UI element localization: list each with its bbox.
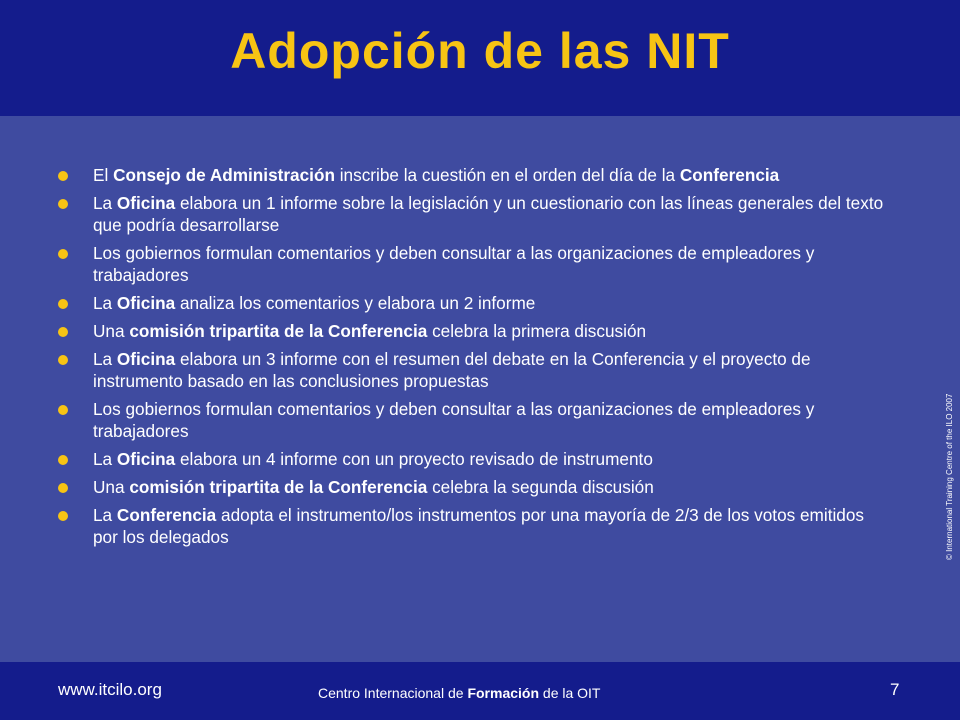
bullet-bold-text: comisión tripartita de la Conferencia [129,477,428,497]
bullet-dot-icon [58,199,68,209]
bullet-dot-icon [58,405,68,415]
bullet-text: La [93,293,117,313]
bullet-text: Los gobiernos formulan comentarios y deben consultar a las organizaciones de empleadores y trabajadores [93,243,815,285]
footer-url[interactable]: www.itcilo.org [58,680,162,699]
bullet-item [58,292,888,314]
bullet-dot-icon [58,511,68,521]
bullet-item [58,348,888,392]
copyright-text: © International Training Centre of the ILO 2007 [945,393,954,560]
bullet-text: celebra la segunda discusión [427,477,654,497]
bullet-bold-text: Consejo de Administración [113,165,335,185]
bullet-item [58,504,888,548]
bullet-dot-icon [58,249,68,259]
bullet-text: La [93,193,117,213]
bullet-text: Una [93,321,130,341]
bullet-text: celebra la primera discusión [427,321,647,341]
bullet-text: Una [93,477,130,497]
bullet-dot-icon [58,171,68,181]
bullet-text: adopta el instrumento/los instrumentos por una mayoría de 2/3 de los votos emitidos por los delegados [93,505,864,547]
bullet-bold-text: Oficina [116,349,176,369]
footer-org-bold: Formación [467,685,540,701]
bullet-bold-text: Oficina [116,449,176,469]
bullet-bold-text: comisión tripartita de la Conferencia [129,321,428,341]
footer-org-prefix: Centro Internacional de [318,685,468,701]
bullet-text: elabora un 3 informe con el resumen del debate en la Conferencia y el proyecto de instrumento basado en las conclusiones propuestas [93,349,811,391]
slide-title: Adopción de las NIT [230,23,730,79]
bullet-text: Los gobiernos formulan comentarios y deben consultar a las organizaciones de empleadores y trabajadores [93,399,815,441]
bullet-item [58,476,888,498]
bullet-text: El [93,165,114,185]
bullet-item [58,398,888,442]
bullet-item [58,164,888,186]
bullet-bold-text: Conferencia [116,505,217,525]
bullet-dot-icon [58,483,68,493]
bullet-item [58,448,888,470]
bullet-dot-icon [58,327,68,337]
slide-content [0,116,960,662]
slide-header [0,0,960,116]
bullet-bold-text: Oficina [116,193,176,213]
bullet-text: La [93,449,117,469]
bullet-text: elabora un 1 informe sobre la legislación y un cuestionario con las líneas generales del texto que podría desarrollarse [93,193,884,235]
bullet-bold-text: Oficina [116,293,176,313]
bullet-dot-icon [58,299,68,309]
footer-org-suffix: de la OIT [539,685,601,701]
page-number: 7 [890,680,900,699]
bullet-item [58,320,888,342]
bullet-text: analiza los comentarios y elabora un 2 informe [175,293,536,313]
bullet-item [58,192,888,236]
slide-footer [0,662,960,720]
bullet-item [58,242,888,286]
bullet-list [58,164,888,554]
bullet-text: elabora un 4 informe con un proyecto revisado de instrumento [175,449,653,469]
footer-organization [318,685,600,701]
bullet-dot-icon [58,355,68,365]
bullet-text: La [93,349,117,369]
bullet-bold-text: Conferencia [679,165,780,185]
bullet-text: La [93,505,117,525]
bullet-dot-icon [58,455,68,465]
bullet-text: inscribe la cuestión en el orden del día de la [334,165,680,185]
